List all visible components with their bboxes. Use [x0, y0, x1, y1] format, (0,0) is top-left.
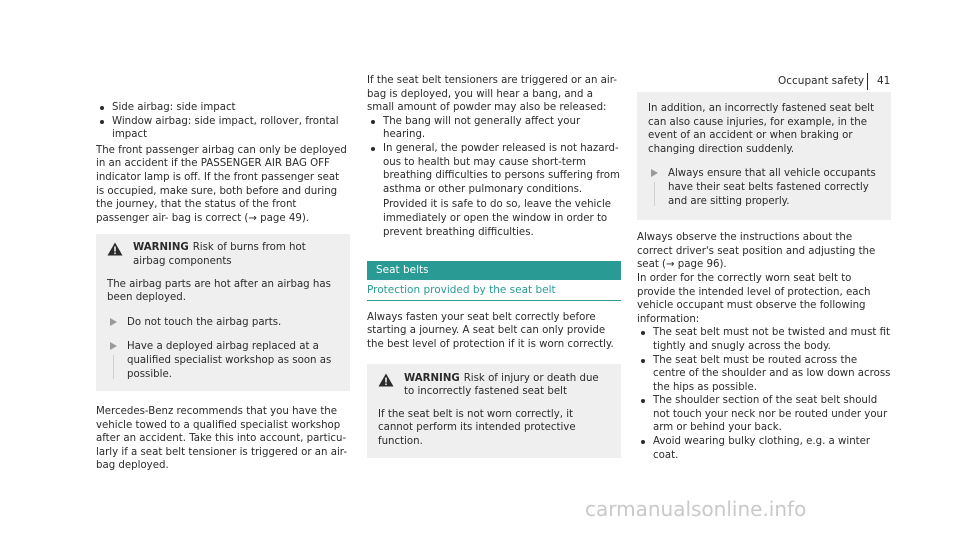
warning-body: In addition, an incorrectly fastened seat belt can also cause injuries, for example, in the event of an accident or when braking or changing direction suddenly.: [648, 103, 875, 155]
warning-body: The airbag parts are hot after an airbag has been deployed.: [107, 278, 331, 304]
warning-heading: [107, 241, 339, 268]
action-step: Always ensure that all vehicle occupants have their seat belts fastened correctly and are sitting properly.: [648, 167, 880, 208]
warning-title: Risk of burns from hot airbag components: [133, 242, 306, 267]
paragraph: In order for the correctly worn seat belt to provide the intended level of protection, each vehicle occupant must observe the following information:: [637, 272, 871, 325]
bullet-icon: [641, 440, 645, 444]
step-arrow-icon: [651, 169, 658, 177]
page-header: [778, 75, 960, 89]
warning-box-continued: [637, 92, 891, 220]
bullet-icon: [641, 331, 645, 335]
step-rule: [654, 182, 655, 206]
section-title-bar: Seat belts: [367, 261, 621, 280]
list-item: Window airbag: side impact, rollover, frontal impact: [96, 115, 350, 142]
paragraph: If the seat belt tensioners are triggered or an air- bag is deployed, you will hear a bang, and a small amount of powder may also be released:: [367, 75, 617, 114]
warning-title: Risk of injury or death due to incorrectly fastened seat belt: [404, 372, 599, 398]
bullet-icon: [371, 120, 375, 124]
list-item: The seat belt must not be twisted and must fit tightly and snugly across the body.: [637, 326, 891, 353]
action-step: Do not touch the airbag parts.: [107, 316, 339, 330]
step-rule: [113, 355, 114, 379]
list-item: Side airbag: side impact: [96, 101, 350, 115]
page-number: 41: [877, 75, 891, 87]
paragraph: Mercedes-Benz recommends that you have the vehicle towed to a qualified specialist workshop after an accident. Take this into account, particu- larly if a seat belt tensioner is triggered or an air- bag deployed.: [96, 406, 347, 472]
airbag-type-list: [96, 101, 350, 142]
seat-belt-rules-list: [637, 326, 891, 462]
warning-box: [367, 364, 621, 459]
list-item: The seat belt must be routed across the centre of the shoulder and as low down across the hips as possible.: [637, 354, 891, 395]
effects-list: [367, 115, 621, 197]
subheading: Protection provided by the seat belt: [367, 284, 621, 301]
bullet-icon: [100, 120, 104, 124]
warning-label: WARNING: [133, 242, 189, 254]
column-right: [637, 92, 891, 462]
list-item: The shoulder section of the seat belt should not touch your neck nor be routed under your arm or behind your back.: [637, 394, 891, 435]
warning-box: [96, 234, 350, 391]
warning-heading: [378, 372, 610, 399]
section-name: Occupant safety: [778, 75, 865, 87]
column-left: [96, 101, 350, 473]
list-item: Avoid wearing bulky clothing, e.g. a winter coat.: [637, 435, 891, 462]
warning-triangle-icon: [107, 242, 123, 256]
step-arrow-icon: [110, 342, 117, 350]
paragraph: Always fasten your seat belt correctly before starting a journey. A seat belt can only provide the best level of protection if it is worn correctly.: [367, 311, 614, 350]
paragraph: Always observe the instructions about the correct driver's seat position and adjusting the seat (→ page 96).: [637, 232, 876, 271]
warning-triangle-icon: [378, 373, 394, 387]
warning-body: If the seat belt is not worn correctly, it cannot perform its intended protective function.: [378, 408, 576, 447]
bullet-icon: [641, 399, 645, 403]
paragraph: The front passenger airbag can only be deployed in an accident if the PASSENGER AIR BAG OFF indicator lamp is off. If the front passenger seat is occupied, make sure, both before and during the journey, that the status of the front passenger air- bag is correct (→ page 49).: [96, 144, 347, 224]
column-middle: [367, 74, 621, 458]
header-divider: [867, 73, 868, 90]
warning-label: WARNING: [404, 372, 460, 384]
list-item: In general, the powder released is not hazard- ous to health but may cause short-term breathing difficulties to persons suffering from asthma or other pulmonary conditions.: [367, 142, 621, 196]
bullet-icon: [371, 147, 375, 151]
bullet-icon: [100, 106, 104, 110]
bullet-icon: [641, 359, 645, 363]
action-step: Have a deployed airbag replaced at a qualified specialist workshop as soon as possible.: [107, 340, 339, 381]
indented-paragraph: Provided it is safe to do so, leave the vehicle immediately or open the window in order to prevent breathing difficulties.: [383, 199, 612, 238]
step-arrow-icon: [110, 318, 117, 326]
list-item: The bang will not generally affect your hearing.: [367, 115, 621, 142]
watermark: carmanualsonline.info: [585, 497, 807, 521]
